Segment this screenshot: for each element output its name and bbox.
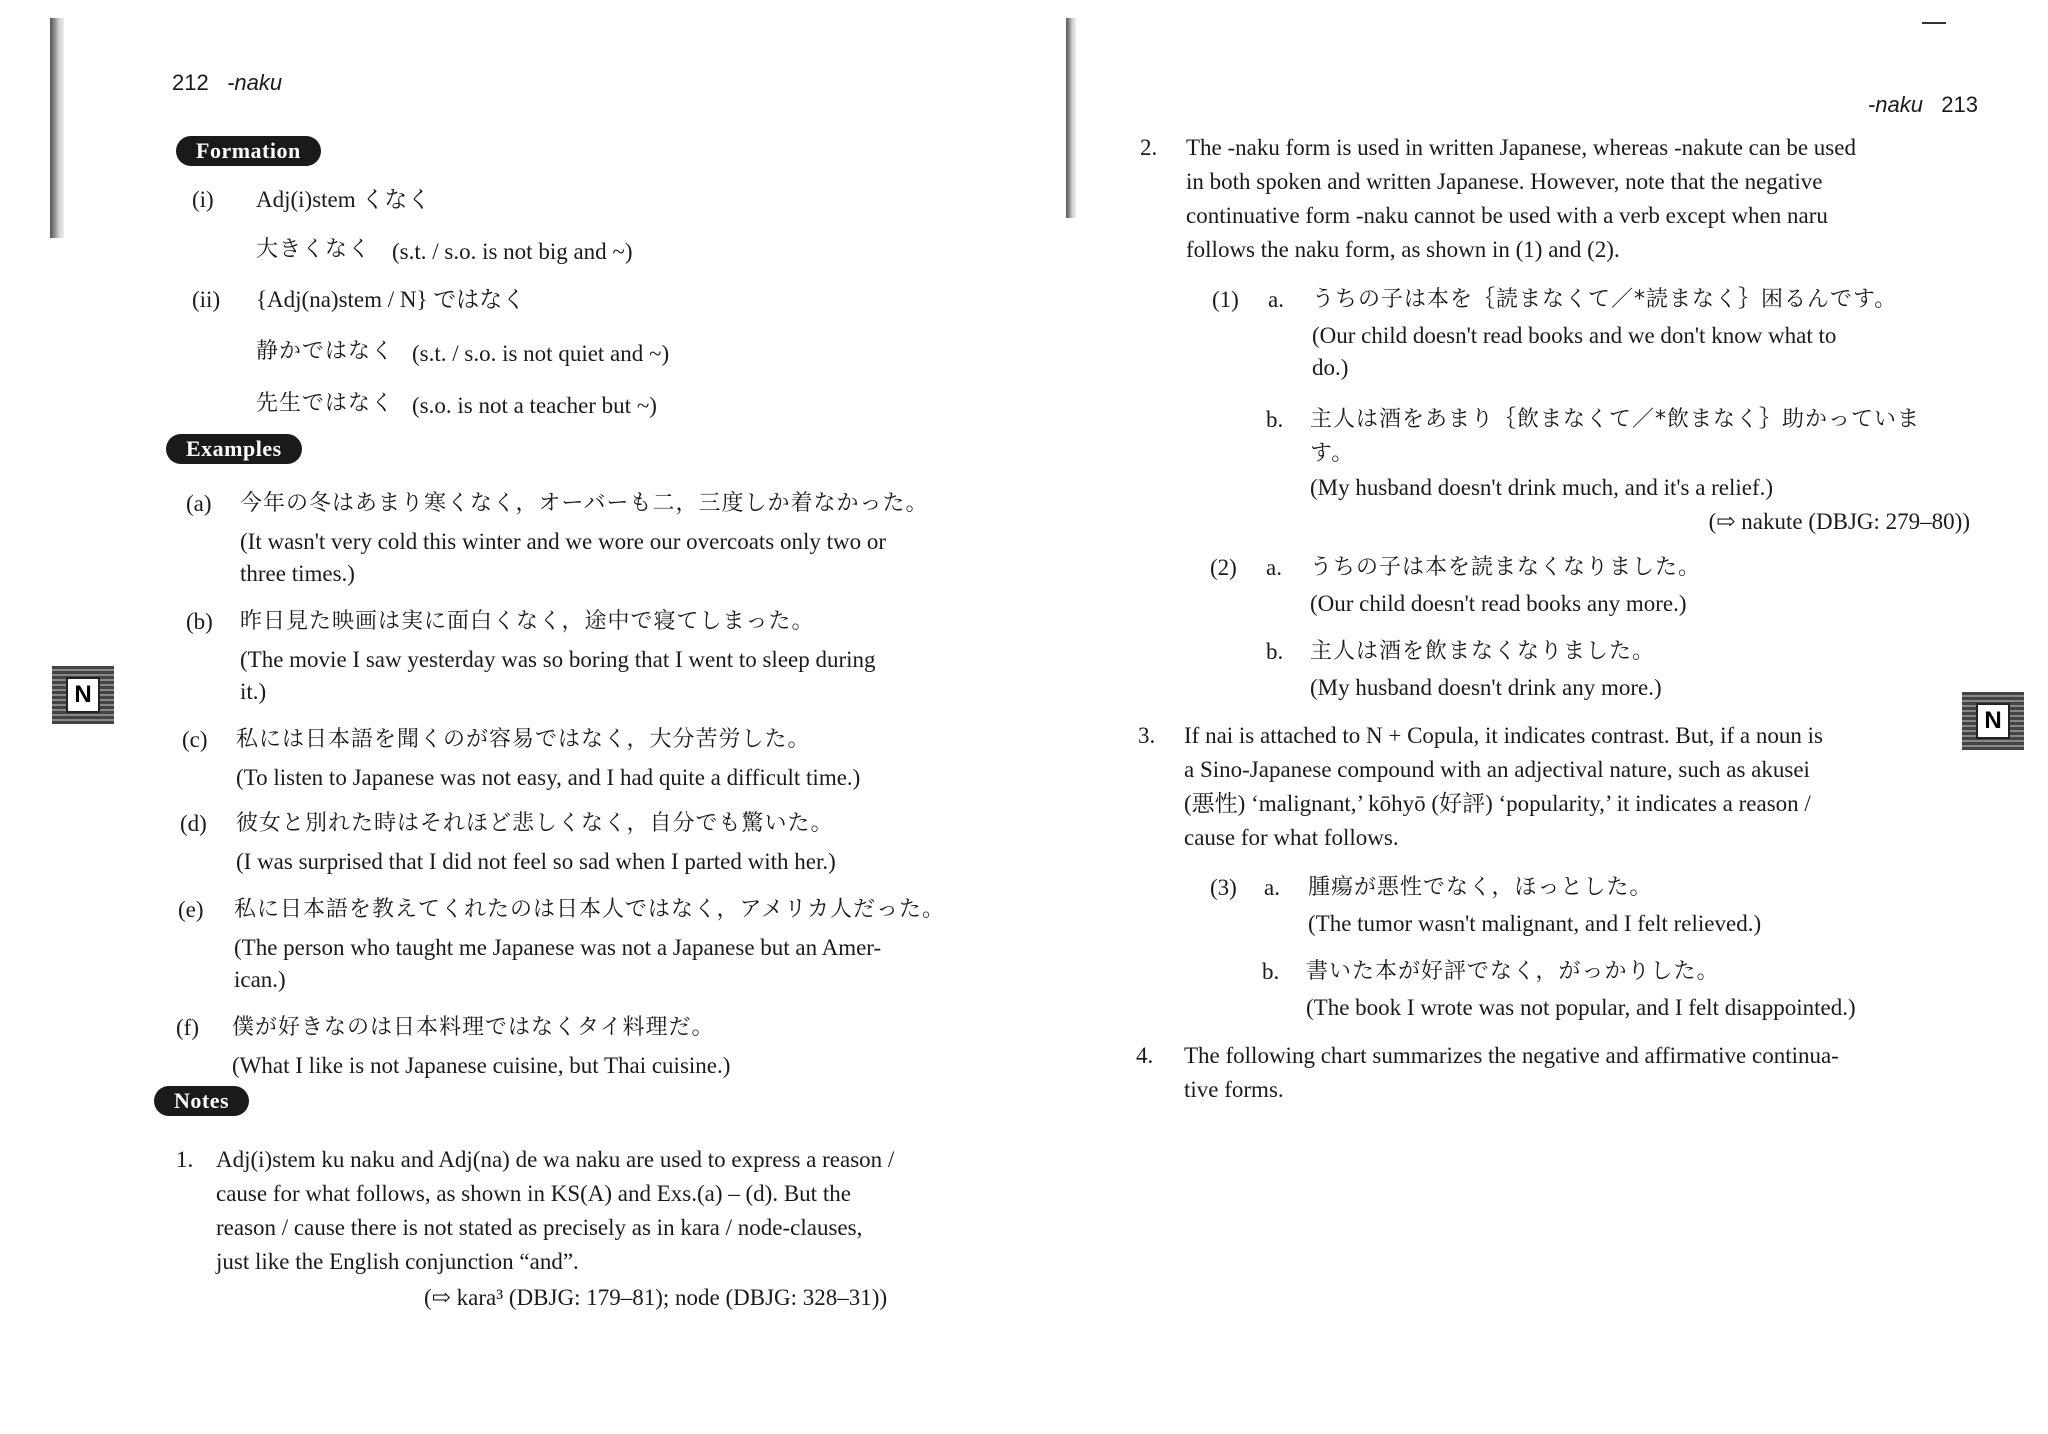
- example-d-label: (d): [180, 811, 207, 836]
- example-b-label: (b): [186, 609, 213, 634]
- formation-ii-example1-en: (s.t. / s.o. is not quiet and ~): [412, 341, 670, 366]
- ex3b-en: (The book I wrote was not popular, and I felt disappointed.): [1306, 995, 1856, 1020]
- ex1b-jp2: す。: [1310, 441, 1355, 466]
- example-f-en1: (What I like is not Japanese cuisine, but Thai cuisine.): [232, 1053, 731, 1078]
- example-f-jp: 僕が好きなのは日本料理ではなくタイ料理だ。: [232, 1015, 715, 1040]
- section-tab-right-letter: N: [1976, 703, 2009, 739]
- note2-line2: in both spoken and written Japanese. However, note that the negative: [1186, 169, 1823, 194]
- example-a-en2: three times.): [240, 561, 355, 586]
- formation-i-pattern: Adj(i)stem くなく: [256, 187, 431, 212]
- note3-number: 3.: [1138, 723, 1156, 748]
- ex1-reference: (⇨ nakute (DBJG: 279–80)): [1708, 509, 1970, 534]
- right-page: [1050, 0, 2048, 1434]
- corner-mark: [1922, 22, 1946, 24]
- ex2b-label: b.: [1266, 639, 1284, 664]
- left-page-header: [172, 70, 282, 96]
- ex2a-en: (Our child doesn't read books any more.): [1310, 591, 1687, 616]
- ex2b-jp: 主人は酒を飲まなくなりました。: [1310, 639, 1656, 664]
- formation-heading: Formation: [176, 136, 321, 166]
- example-d-en1: (I was surprised that I did not feel so sad when I parted with her.): [236, 849, 836, 874]
- formation-ii-example1-jp: 静かではなく: [256, 339, 395, 364]
- example-c-en1: (To listen to Japanese was not easy, and I had quite a difficult time.): [236, 765, 861, 790]
- ex1b-jp1: 主人は酒をあまり｛飲まなくて／*飲まなく｝助かっていま: [1310, 407, 1921, 432]
- left-header-title: -naku: [227, 70, 283, 95]
- note3-line1: If nai is attached to N + Copula, it indicates contrast. But, if a noun is: [1184, 723, 1823, 748]
- ex3a-en: (The tumor wasn't malignant, and I felt relieved.): [1308, 911, 1762, 936]
- note1-line4: just like the English conjunction “and”.: [216, 1249, 579, 1274]
- example-b-en1: (The movie I saw yesterday was so boring that I went to sleep during: [240, 647, 876, 672]
- note3-line2: a Sino-Japanese compound with an adjectival nature, such as akusei: [1184, 757, 1810, 782]
- example-b-en2: it.): [240, 679, 267, 704]
- example-c-jp: 私には日本語を聞くのが容易ではなく，大分苦労した。: [236, 727, 811, 752]
- ex3b-jp: 書いた本が好評でなく，がっかりした。: [1306, 959, 1720, 984]
- note3-line4: cause for what follows.: [1184, 825, 1399, 850]
- note2-line4: follows the naku form, as shown in (1) and (2).: [1186, 237, 1620, 262]
- example-c-label: (c): [182, 727, 208, 752]
- scan-edge-left: [50, 18, 64, 238]
- note4-line1: The following chart summarizes the negative and affirmative continua-: [1184, 1043, 1839, 1068]
- example-a-label: (a): [186, 491, 212, 516]
- note1-line3: reason / cause there is not stated as precisely as in kara / node-clauses,: [216, 1215, 863, 1240]
- section-tab-left: [52, 666, 114, 724]
- right-page-header: [1800, 92, 1978, 118]
- left-page-number: 212: [172, 70, 209, 95]
- note2-number: 2.: [1140, 135, 1158, 160]
- formation-i-label: (i): [192, 187, 214, 212]
- note1-line1: Adj(i)stem ku naku and Adj(na) de wa naku are used to express a reason /: [216, 1147, 895, 1172]
- ex1b-en: (My husband doesn't drink much, and it's a relief.): [1310, 475, 1774, 500]
- ex1a-label: a.: [1268, 287, 1284, 312]
- ex1b-label: b.: [1266, 407, 1284, 432]
- example-d-jp: 彼女と別れた時はそれほど悲しくなく，自分でも驚いた。: [236, 811, 834, 836]
- right-page-number: 213: [1941, 92, 1978, 117]
- ex2a-jp: うちの子は本を読まなくなりました。: [1310, 555, 1702, 580]
- note2-line1: The -naku form is used in written Japanese, whereas -nakute can be used: [1186, 135, 1856, 160]
- example-a-en1: (It wasn't very cold this winter and we wore our overcoats only two or: [240, 529, 887, 554]
- ex2-label: (2): [1210, 555, 1237, 580]
- ex3a-label: a.: [1264, 875, 1280, 900]
- formation-ii-example2-en: (s.o. is not a teacher but ~): [412, 393, 657, 418]
- ex1a-en2: do.): [1312, 355, 1349, 380]
- section-tab-left-letter: N: [66, 677, 99, 713]
- note4-number: 4.: [1136, 1043, 1154, 1068]
- note1-number: 1.: [176, 1147, 194, 1172]
- formation-ii-example2-jp: 先生ではなく: [256, 391, 395, 416]
- formation-i-example-en: (s.t. / s.o. is not big and ~): [392, 239, 633, 264]
- example-b-jp: 昨日見た映画は実に面白くなく，途中で寝てしまった。: [240, 609, 815, 634]
- ex3-label: (3): [1210, 875, 1237, 900]
- examples-heading: Examples: [166, 434, 302, 464]
- example-a-jp: 今年の冬はあまり寒くなく，オーバーも二，三度しか着なかった。: [240, 491, 929, 516]
- example-e-label: (e): [178, 897, 204, 922]
- note2-line3: continuative form -naku cannot be used with a verb except when naru: [1186, 203, 1828, 228]
- note1-reference: (⇨ kara³ (DBJG: 179–81); node (DBJG: 328–31)): [424, 1285, 888, 1310]
- right-header-title: -naku: [1867, 92, 1923, 117]
- note3-line3: (悪性) ‘malignant,’ kōhyō (好評) ‘popularity,’ it indicates a reason /: [1184, 791, 1811, 816]
- formation-i-example-jp: 大きくなく: [256, 237, 372, 262]
- notes-heading: Notes: [154, 1086, 249, 1116]
- note4-line2: tive forms.: [1184, 1077, 1284, 1102]
- scan-edge-right: [1066, 18, 1076, 218]
- note1-line2: cause for what follows, as shown in KS(A) and Exs.(a) – (d). But the: [216, 1181, 851, 1206]
- ex1a-jp: うちの子は本を｛読まなくて／*読まなく｝困るんです。: [1312, 287, 1898, 312]
- formation-ii-label: (ii): [192, 287, 221, 312]
- section-tab-right: [1962, 692, 2024, 750]
- ex1-label: (1): [1212, 287, 1239, 312]
- example-f-label: (f): [176, 1015, 199, 1040]
- ex1a-en1: (Our child doesn't read books and we don't know what to: [1312, 323, 1837, 348]
- example-e-en1: (The person who taught me Japanese was not a Japanese but an Amer-: [234, 935, 882, 960]
- example-e-en2: ican.): [234, 967, 286, 992]
- ex3b-label: b.: [1262, 959, 1280, 984]
- ex3a-jp: 腫瘍が悪性でなく，ほっとした。: [1308, 875, 1653, 900]
- formation-ii-pattern: {Adj(na)stem / N} ではなく: [256, 287, 526, 312]
- example-e-jp: 私に日本語を教えてくれたのは日本人ではなく，アメリカ人だった。: [234, 897, 946, 922]
- ex2a-label: a.: [1266, 555, 1282, 580]
- ex2b-en: (My husband doesn't drink any more.): [1310, 675, 1662, 700]
